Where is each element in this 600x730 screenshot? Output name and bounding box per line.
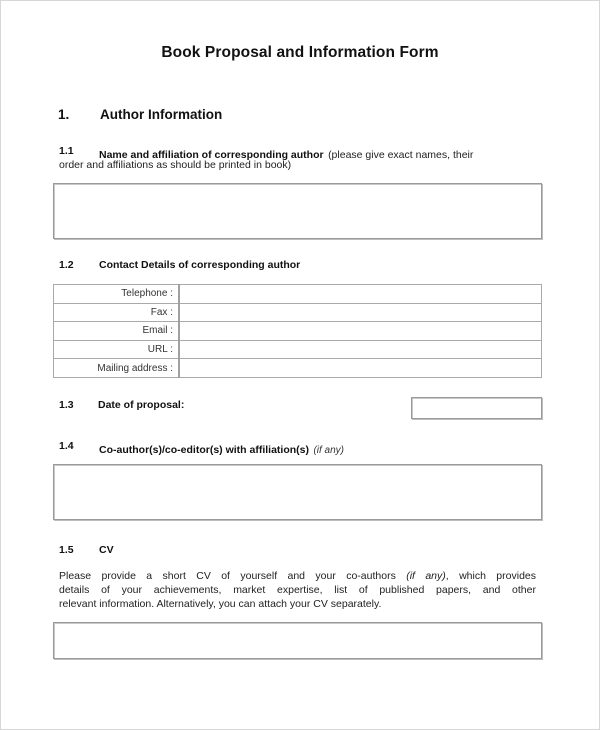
contact-label: URL : bbox=[54, 340, 180, 359]
cv-instructions bbox=[59, 569, 536, 611]
question-number-1-3: 1.3 bbox=[59, 399, 74, 411]
contact-row-fax bbox=[54, 303, 542, 322]
cv-text: Please provide a short CV of yourself and your co-authors bbox=[59, 570, 396, 582]
telephone-field[interactable] bbox=[179, 285, 542, 304]
url-field[interactable] bbox=[179, 340, 542, 359]
mailing-address-field[interactable] bbox=[179, 359, 542, 378]
fax-field[interactable] bbox=[179, 303, 542, 322]
question-number-1-1: 1.1 bbox=[59, 145, 74, 157]
contact-label: Mailing address : bbox=[54, 359, 180, 378]
email-field[interactable] bbox=[179, 322, 542, 341]
contact-label: Email : bbox=[54, 322, 180, 341]
question-number-1-2: 1.2 bbox=[59, 259, 74, 271]
contact-details-table bbox=[53, 284, 542, 378]
cv-field[interactable] bbox=[53, 622, 542, 659]
question-1-3-label: Date of proposal: bbox=[98, 399, 185, 411]
question-number-1-5: 1.5 bbox=[59, 544, 74, 556]
cv-text: , which provides bbox=[445, 570, 536, 582]
coauthors-field[interactable] bbox=[53, 464, 542, 520]
question-1-1-label: Name and affiliation of corresponding author bbox=[99, 149, 324, 161]
cv-text-italic: (if any) bbox=[406, 570, 446, 582]
question-1-5-label: CV bbox=[99, 544, 114, 556]
question-1-4-label: Co-author(s)/co-editor(s) with affiliation(s) bbox=[99, 444, 309, 456]
contact-row-mailing-address bbox=[54, 359, 542, 378]
question-1-4-heading bbox=[99, 440, 344, 458]
question-1-4-note: (if any) bbox=[313, 445, 345, 456]
question-number-1-4: 1.4 bbox=[59, 440, 74, 452]
question-1-2-label: Contact Details of corresponding author bbox=[99, 259, 301, 271]
contact-row-url bbox=[54, 340, 542, 359]
question-1-1-note-continued: order and affiliations as should be printed in book) bbox=[59, 159, 292, 171]
contact-row-email bbox=[54, 322, 542, 341]
cv-instructions-line-3: relevant information. Alternatively, you can attach your CV separately. bbox=[59, 598, 382, 610]
question-1-1-note: (please give exact names, their bbox=[328, 149, 474, 161]
document-title: Book Proposal and Information Form bbox=[161, 44, 439, 61]
contact-label: Telephone : bbox=[54, 285, 180, 304]
section-number: 1. bbox=[58, 107, 70, 122]
contact-row-telephone bbox=[54, 285, 542, 304]
contact-label: Fax : bbox=[54, 303, 180, 322]
date-of-proposal-field[interactable] bbox=[411, 397, 542, 419]
cv-instructions-line-2: details of your achievements, market expertise, list of published papers, and other bbox=[59, 584, 536, 596]
section-title-author-information: Author Information bbox=[100, 107, 223, 122]
author-name-affiliation-field[interactable] bbox=[53, 183, 542, 239]
cv-instructions-line-1 bbox=[59, 569, 536, 583]
